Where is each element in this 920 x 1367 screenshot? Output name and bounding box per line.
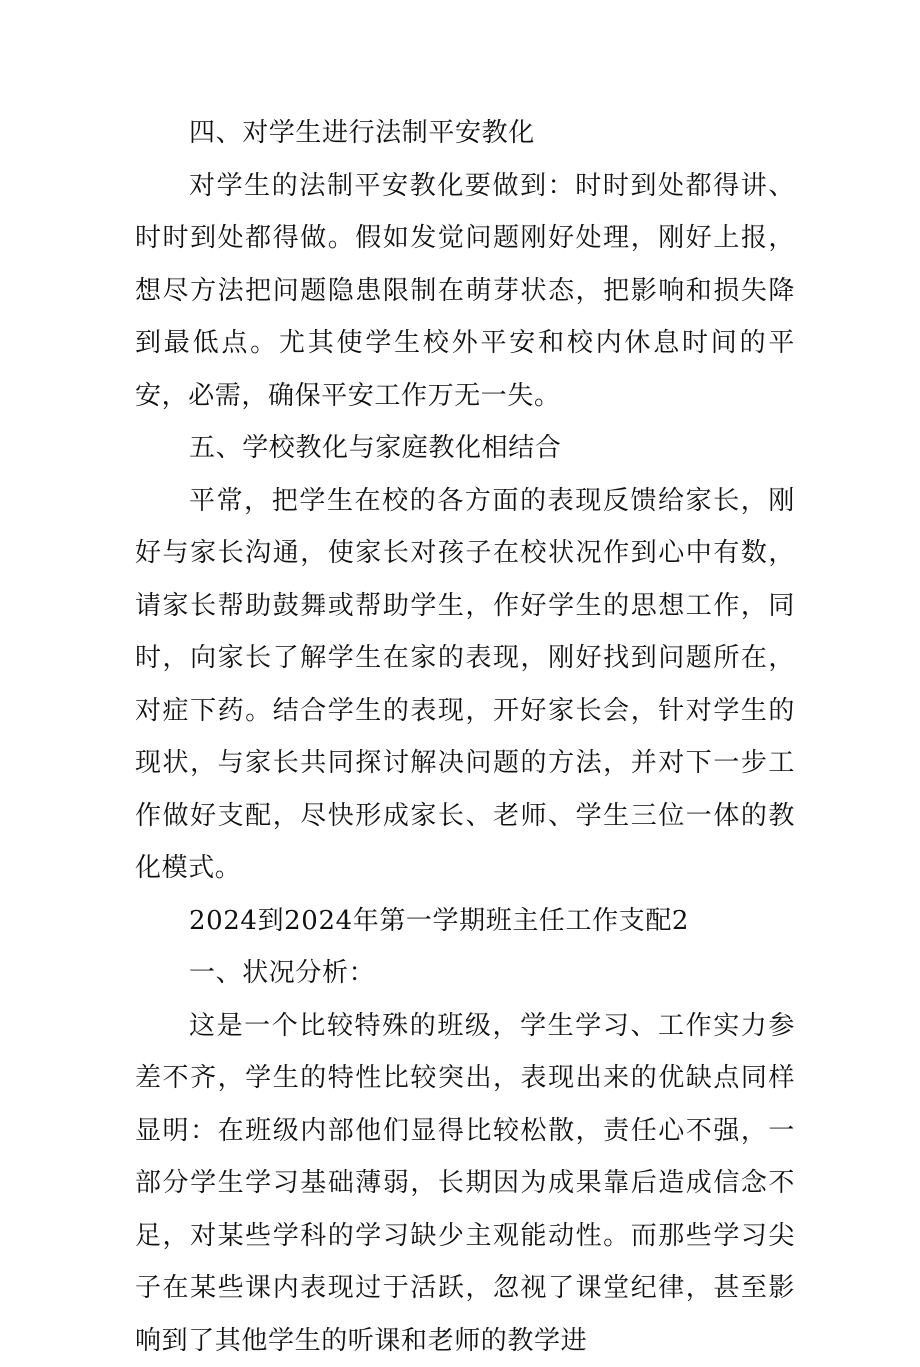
section-paragraph-1: 这是一个比较特殊的班级，学生学习、工作实力参差不齐，学生的特性比较突出，表现出来的优缺点同样显明：在班级内部他们显得比较松散，责任心不强，一部分学生学习基础薄弱，长期因为成果靠后造成信念不足，对某些学科的学习缺少主观能动性。而那些学习尖子在某些课内表现过于活跃，忽视了课堂纪律，甚至影响到了其他学生的听课和老师的教学进	[135, 1000, 795, 1367]
section-heading-5: 五、学校教化与家庭教化相结合	[135, 422, 795, 475]
section-paragraph-4: 对学生的法制平安教化要做到：时时到处都得讲、时时到处都得做。假如发觉问题刚好处理，刚好上报，想尽方法把问题隐患限制在萌芽状态，把影响和损失降到最低点。尤其使学生校外平安和校内休息时间的平安，必需，确保平安工作万无一失。	[135, 160, 795, 423]
section-paragraph-5: 平常，把学生在校的各方面的表现反馈给家长，刚好与家长沟通，使家长对孩子在校状况作到心中有数，请家长帮助鼓舞或帮助学生，作好学生的思想工作，同时，向家长了解学生在家的表现，刚好找到问题所在，对症下药。结合学生的表现，开好家长会，针对学生的现状，与家长共同探讨解决问题的方法，并对下一步工作做好支配，尽快形成家长、老师、学生三位一体的教化模式。	[135, 475, 795, 895]
document-body	[135, 107, 795, 1367]
section-heading-4: 四、对学生进行法制平安教化	[135, 107, 795, 160]
section-heading-1: 一、状况分析：	[135, 947, 795, 1000]
document-subtitle: 2024到2024年第一学期班主任工作支配2	[135, 895, 795, 948]
